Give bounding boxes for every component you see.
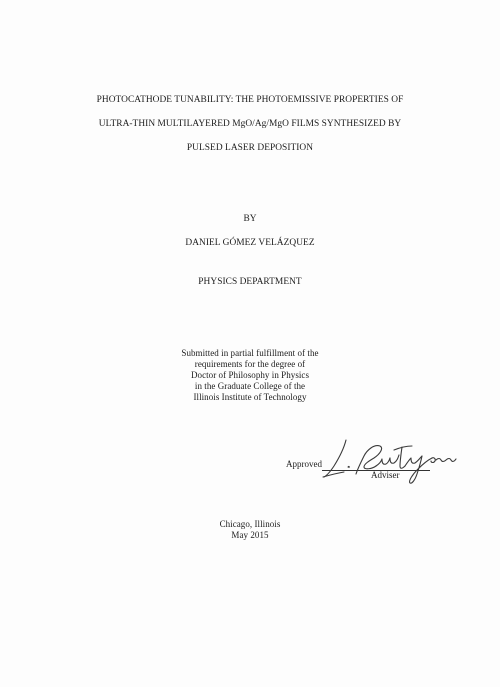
approved-label: Approved xyxy=(286,459,322,469)
department-name: PHYSICS DEPARTMENT xyxy=(198,277,302,287)
by-label: BY xyxy=(243,214,257,224)
location: Chicago, Illinois xyxy=(219,519,281,529)
submission-line-4: in the Graduate College of the xyxy=(194,381,306,391)
signature-strokes xyxy=(323,440,456,483)
submission-line-3: Doctor of Philosophy in Physics xyxy=(190,370,310,380)
submission-line-1: Submitted in partial fulfillment of the xyxy=(181,348,319,358)
thesis-title-line-3: PULSED LASER DEPOSITION xyxy=(186,143,314,153)
thesis-title-line-1: PHOTOCATHODE TUNABILITY: THE PHOTOEMISSIVE PROPERTIES OF xyxy=(96,95,404,105)
submission-date: May 2015 xyxy=(231,530,269,540)
submission-line-2: requirements for the degree of xyxy=(194,359,306,369)
thesis-title-line-2: ULTRA-THIN MULTILAYERED MgO/Ag/MgO FILMS SYNTHESIZED BY xyxy=(98,119,402,129)
author-name: DANIEL GÓMEZ VELÁZQUEZ xyxy=(185,238,315,248)
submission-line-5: Illinois Institute of Technology xyxy=(193,392,307,402)
adviser-label: Adviser xyxy=(371,470,400,480)
adviser-signature xyxy=(320,436,460,490)
